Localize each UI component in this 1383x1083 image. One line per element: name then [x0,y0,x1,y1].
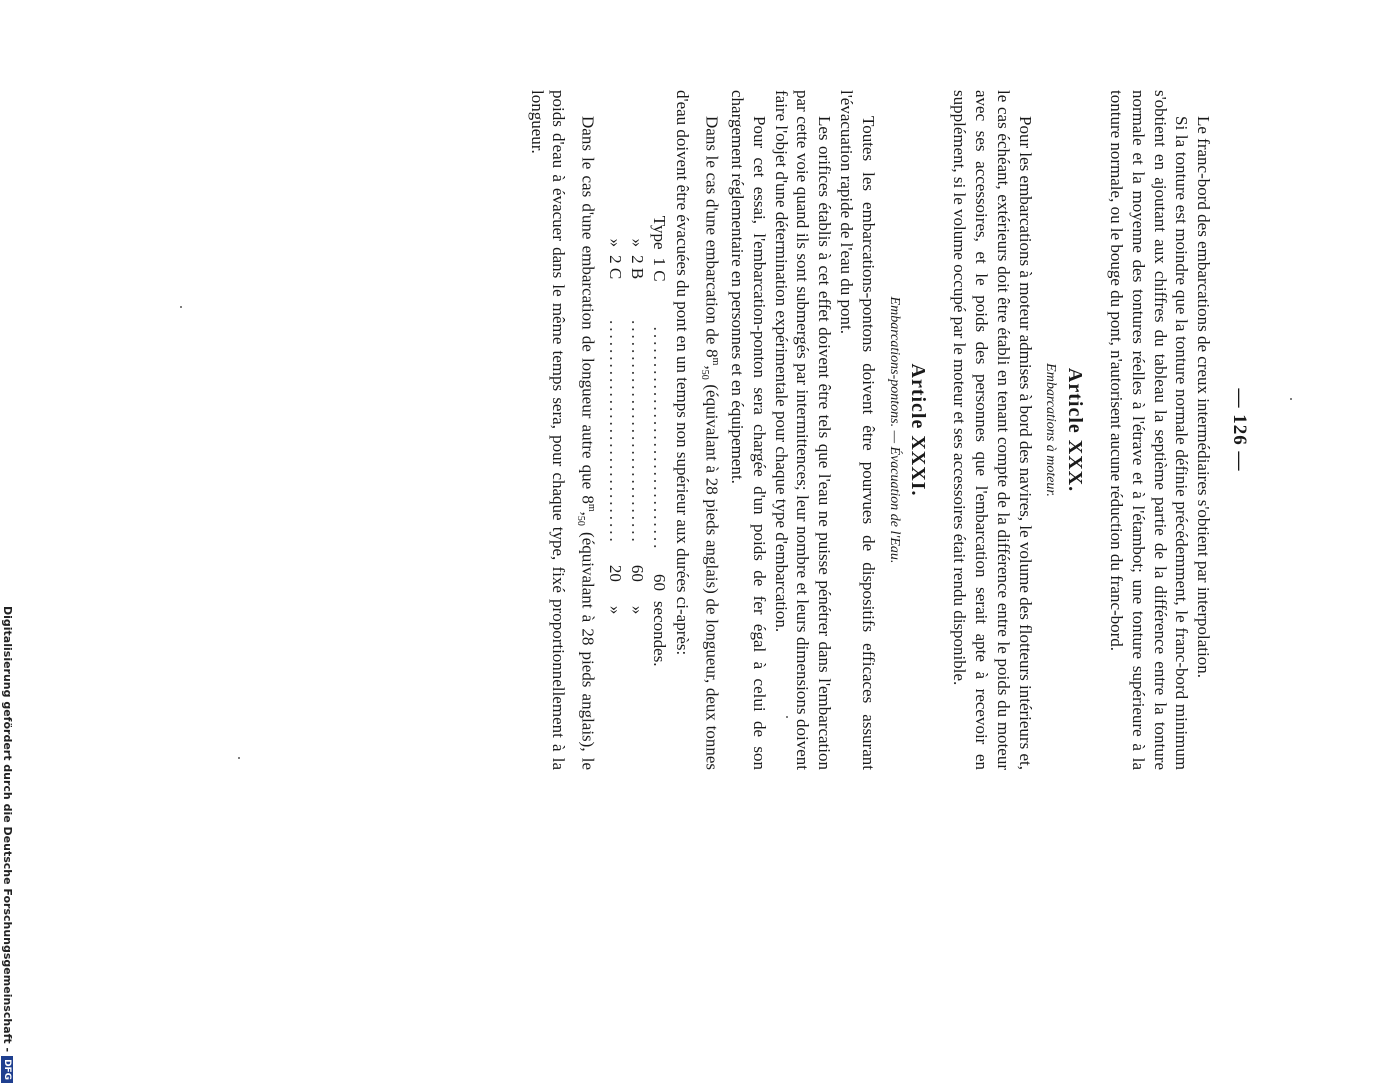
article-31-paragraph-1: Toutes les embarcations-pontons doivent être pourvues de dispositifs efficaces assurant l'évacuation rapide de l'eau du pont. [837,90,878,770]
evacuation-time-table [604,210,669,680]
article-31-paragraph-5: Dans le cas d'une embarcation de longueur autre que $8^m,_{50}$ (équivalant à 28 pieds anglais), le poids d'eau à évacuer dans le même temps sera, pour chaque type, fixé proportionnellement à la longueur. [527,90,598,771]
row-unit: » [606,605,626,615]
article-30-title-text: Article XXX. [1064,367,1087,493]
scan-speck [786,716,788,718]
row-value: 60 [627,564,647,582]
p5-text-a: Dans le cas d'une embarcation de longueur autre que 8 [578,116,598,504]
document-page [526,90,1250,770]
intro-paragraph-2: Si la tonture est moindre que la tonture normale définie précédemment, le franc-bord minimum s'obtient en ajoutant aux chiffres du tableau la septième partie de la différence entre la tonture normale et la moyenne des tontures réelles à l'étrave et à l'étambot; une tonture supérieure à la tonture normale, ou le bouge du pont, n'autorisent aucune réduction du franc-bord. [1107,90,1192,770]
p4-text-b: (équivalant à 28 pieds anglais) de longueur, deux tonnes d'eau doivent être évacuées du pont en un temps non supérieur aux durées ci-après: [673,90,722,770]
article-31-paragraph-4: Dans le cas d'une embarcation de $8^m,_{50}$ (équivalant à 28 pieds anglais) de longueur, deux tonnes d'eau doivent être évacuées du pont en un temps non supérieur aux durées ci-après: [673,90,722,770]
row-type: 1 C [649,257,669,282]
article-31-title-text: Article XXXI. [907,363,930,497]
p5-text-b: (équivalant à 28 pieds anglais), le poids d'eau à évacuer dans le même temps sera, pour chaque type, fixé proportionnellement à la longueur. [527,90,598,771]
p5-sub: 50 [575,515,587,526]
row-dots: ............................... [627,320,647,545]
dfg-logo: DFG [2,1056,14,1083]
row-prefix: » [606,238,626,248]
row-prefix: Type [649,215,669,250]
scan-speck [180,306,182,308]
article-30-title [1063,90,1085,770]
row-value: 60 [649,573,669,591]
credit-text: Digitalisierung gefördert durch die Deutsche Forschungsgemeinschaft - [1,606,14,1053]
scan-speck [1290,398,1292,400]
row-unit: » [627,605,647,615]
p4-sup: m [710,357,722,366]
article-30-paragraph-1: Pour les embarcations à moteur admises à bord des navires, le volume des flotteurs intérieurs et, le cas échéant, extérieurs doit être établi en tenant compte de la différence entre le poids du moteur avec ses accessoires, et le poids des personnes que l'embarcation serait apte à recevoir en supplément, si le volume occupé par le moteur et ses accessoires était rendu disponible. [950,90,1035,770]
row-type: 2 C [606,255,626,280]
row-dots: ............................... [606,320,626,545]
article-31-paragraph-2: Les orifices établis à cet effet doivent être tels que l'eau ne puisse pénétrer dans l'embarcation par cette voie quand ils sont submergés par intermittences; leur nombre et leurs dimensions doivent faire l'objet d'une détermination expérimentale pour chaque type d'embarcation. [771,90,835,770]
row-prefix: » [627,238,647,248]
p4-sub: 50 [699,369,711,380]
row-dots: ............................... [649,326,669,552]
article-31-paragraph-3: Pour cet essai, l'embarcation-ponton sera chargée d'un poids de fer égal à celui de son chargement réglementaire en personnes et en équipement. [728,90,769,770]
intro-paragraph-1: Le franc-bord des embarcations de creux intermédiaires s'obtient par interpolation. [1194,116,1214,678]
table-row [626,210,648,680]
table-row [604,210,626,680]
article-31-title [907,90,929,770]
scan-speck [238,757,240,759]
article-30-subtitle: Embarcations à moteur. [1043,363,1059,497]
row-unit: secondes. [649,600,669,667]
p5-sup: m [586,503,598,512]
row-type: 2 B [627,255,647,280]
table-row [648,210,670,680]
page-number: — 126 — [1229,388,1250,472]
article-31-subtitle: Embarcations-pontons. — Évacuation de l'Eau. [886,296,902,564]
row-value: 20 [606,564,626,582]
digitization-credit [1,606,14,1083]
p4-text-a: Dans le cas d'une embarcation de 8 [702,116,722,358]
